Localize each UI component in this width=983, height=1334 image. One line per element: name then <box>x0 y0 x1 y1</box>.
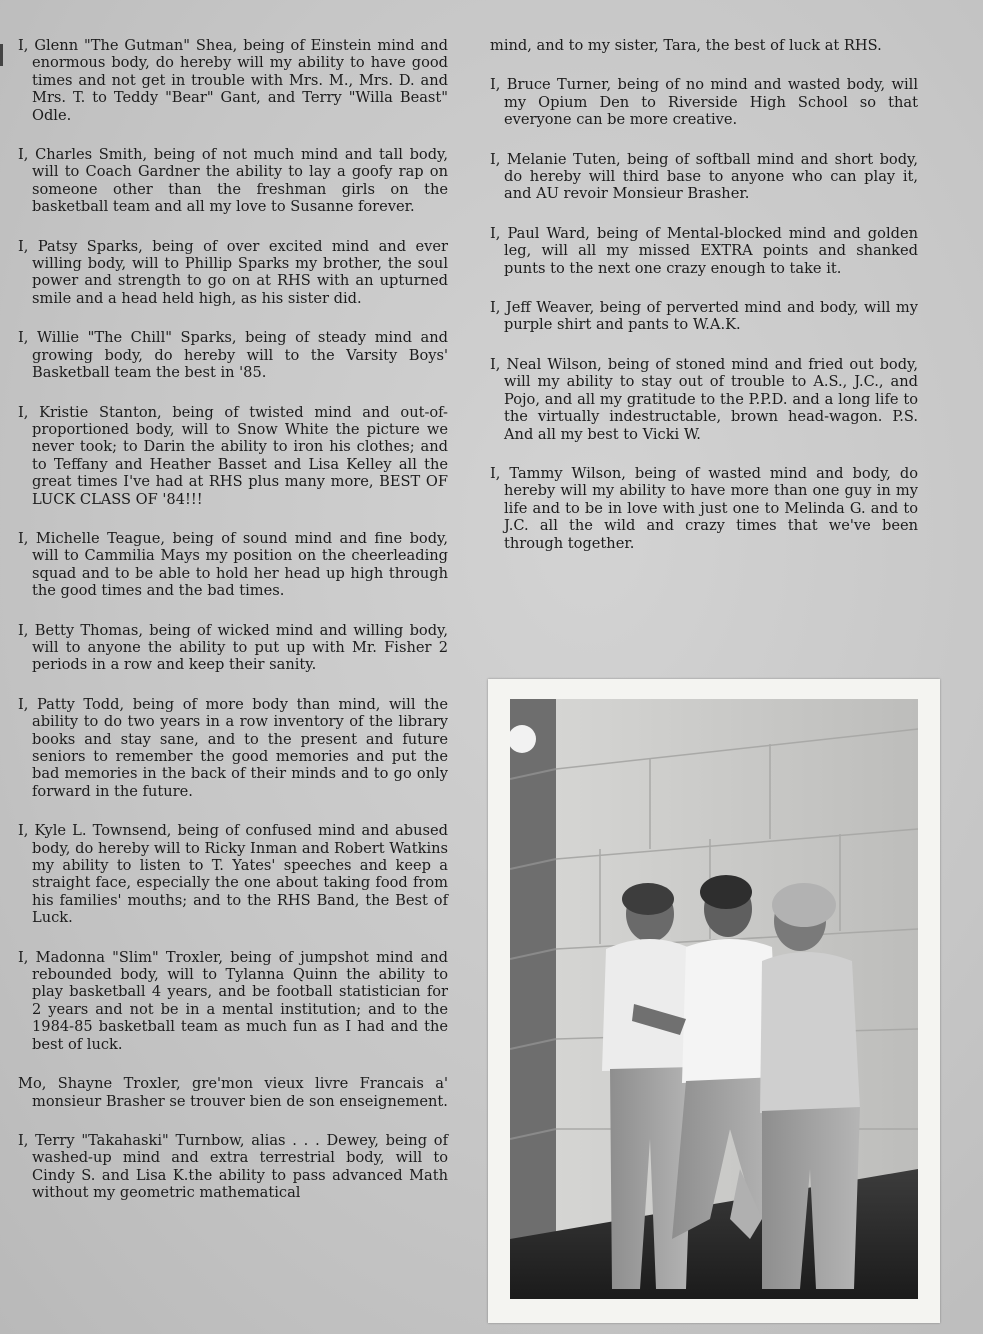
right-column <box>490 37 918 574</box>
photo-frame <box>488 679 940 1323</box>
will-entry: I, Charles Smith, being of not much mind and tall body, will to Coach Gardner the ability to lay a goofy rap on someone other than the freshman girls on the basketball team and all my love to Susanne forever. <box>18 146 448 216</box>
will-entry: I, Kyle L. Townsend, being of confused mind and abused body, do hereby will to Ricky Inman and Robert Watkins my ability to listen to T. Yates' speeches and keep a straight face, especially the one about taking food from his families' mouths; and to the RHS Band, the Best of Luck. <box>18 822 448 927</box>
will-entry: I, Kristie Stanton, being of twisted mind and out-of-proportioned body, will to Snow White the picture we never took; to Darin the ability to iron his clothes; and to Teffany and Heather Basset and Lisa Kelley all the great times I've had at RHS plus many more, BEST OF LUCK CLASS OF '84!!! <box>18 403 448 508</box>
will-entry: I, Patty Todd, being of more body than mind, will the ability to do two years in a row inventory of the library books and stay sane, and to the present and future seniors to remember the good memories and put the bad memories in the back of their minds and to go only forward in the future. <box>18 695 448 800</box>
will-entry: I, Neal Wilson, being of stoned mind and fried out body, will my ability to stay out of trouble to A.S., J.C., and Pojo, and all my gratitude to the P.P.D. and a long life to the virtually indestructable, brown head-wagon. P.S. And all my best to Vicki W. <box>490 355 918 443</box>
will-entry: I, Glenn "The Gutman" Shea, being of Einstein mind and enormous body, do hereby will my ability to have good times and not get in trouble with Mrs. M., Mrs. D. and Mrs. T. to Teddy "Bear" Gant, and Terry "Willa Beast" Odle. <box>18 37 448 124</box>
will-entry-continued: mind, and to my sister, Tara, the best of luck at RHS. <box>490 37 882 54</box>
will-entry: I, Betty Thomas, being of wicked mind and willing body, will to anyone the ability to put up with Mr. Fisher 2 periods in a row and keep their sanity. <box>18 621 448 674</box>
margin-mark <box>0 44 3 66</box>
will-entry: I, Bruce Turner, being of no mind and wasted body, will my Opium Den to Riverside High School so that everyone can be more creative. <box>490 76 918 129</box>
will-entry: I, Patsy Sparks, being of over excited mind and ever willing body, will to Phillip Sparks my brother, the soul power and strength to go on at RHS with an upturned smile and a head held high, as his sister did. <box>18 237 448 307</box>
group-photo-illustration <box>510 699 918 1299</box>
will-entry: I, Willie "The Chill" Sparks, being of steady mind and growing body, do hereby will to the Varsity Boys' Basketball team the best in '85. <box>18 329 448 382</box>
will-entry: I, Terry "Takahaski" Turnbow, alias . . . Dewey, being of washed-up mind and extra terrestrial body, will to Cindy S. and Lisa K.the ability to pass advanced Math without my geometric mathematical <box>18 1131 448 1202</box>
group-photo <box>510 699 918 1299</box>
will-entry: I, Melanie Tuten, being of softball mind and short body, do hereby will third base to anyone who can play it, and AU revoir Monsieur Brasher. <box>490 150 918 203</box>
will-entry: I, Jeff Weaver, being of perverted mind and body, will my purple shirt and pants to W.A.K. <box>490 299 918 334</box>
will-entry: I, Madonna "Slim" Troxler, being of jumpshot mind and rebounded body, will to Tylanna Quinn the ability to play basketball 4 years, and be football statistician for 2 years and not be in a mental institution; and to the 1984-85 basketball team as much fun as I had and the best of luck. <box>18 948 448 1053</box>
will-entry: Mo, Shayne Troxler, gre'mon vieux livre Francais a' monsieur Brasher se trouver bien de son enseignement. <box>18 1075 448 1110</box>
will-entry: I, Tammy Wilson, being of wasted mind and body, do hereby will my ability to have more than one guy in my life and to be in love with just one to Melinda G. and to J.C. all the wild and crazy times that we've been through together. <box>490 464 918 552</box>
will-entry: I, Paul Ward, being of Mental-blocked mind and golden leg, will all my missed EXTRA points and shanked punts to the next one crazy enough to take it. <box>490 224 918 277</box>
will-entry: I, Michelle Teague, being of sound mind and fine body, will to Cammilia Mays my position on the cheerleading squad and to be able to hold her head up high through the good times and the bad times. <box>18 529 448 600</box>
left-column <box>18 37 448 1224</box>
